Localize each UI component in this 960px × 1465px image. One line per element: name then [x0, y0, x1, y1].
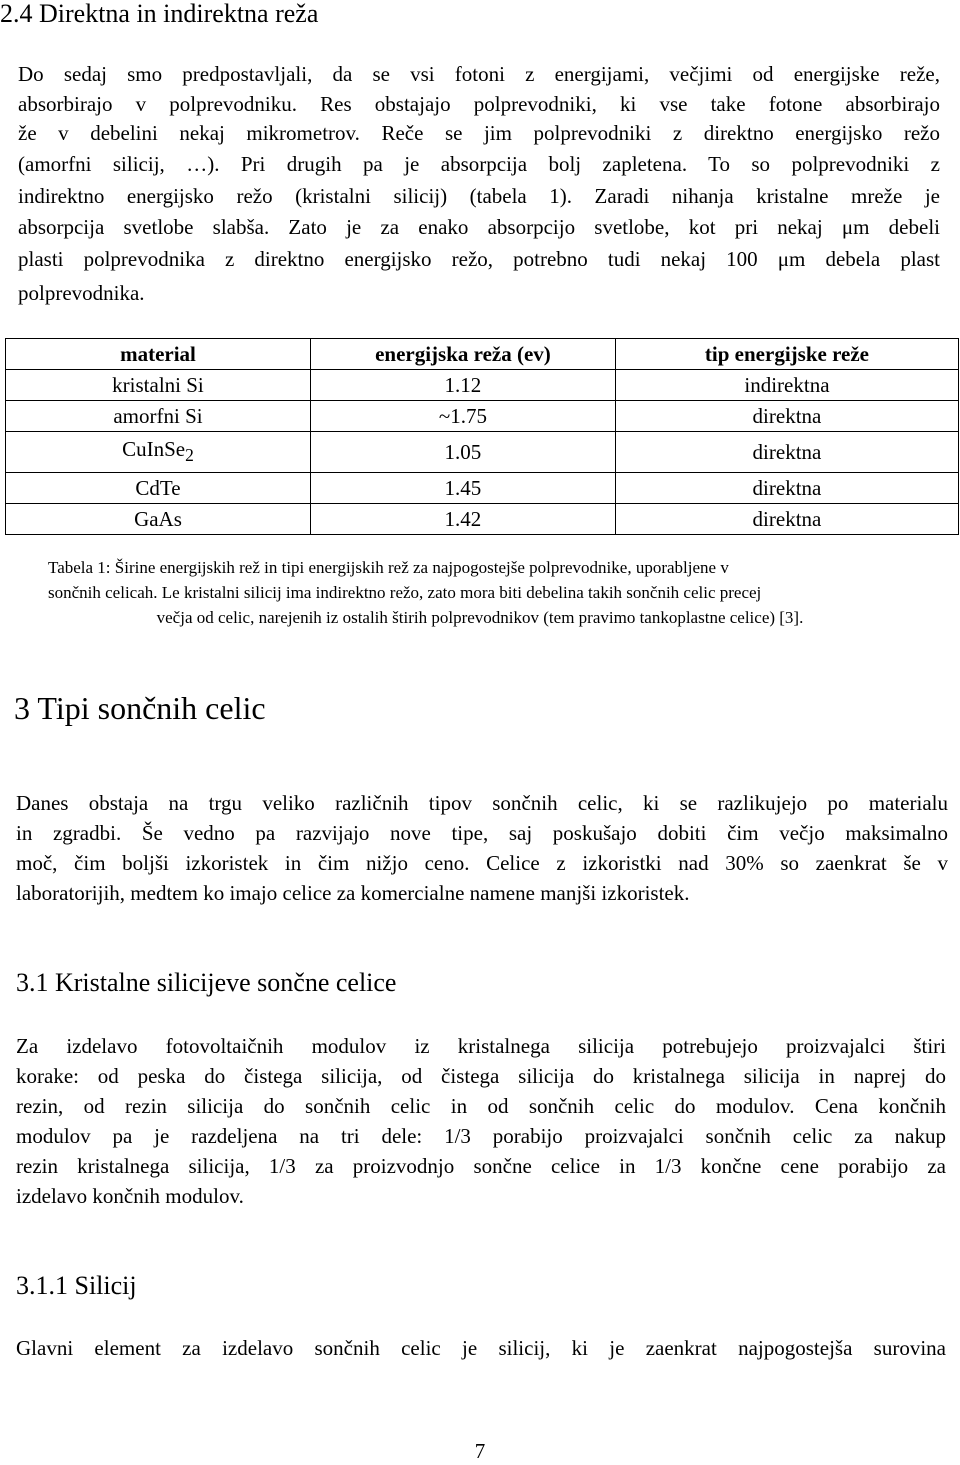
table-row [6, 401, 959, 432]
paragraph-line: Do sedaj smo predpostavljali, da se vsi fotoni z energijami, večjimi od energijske reže, [18, 62, 940, 86]
material-name: CuInSe [122, 436, 186, 461]
paragraph-line: (amorfni silicij, …). Pri drugih pa je absorpcija bolj zapletena. To so polprevodniki z [18, 152, 940, 176]
paragraph-line: Glavni element za izdelavo sončnih celic je silicij, ki je zaenkrat najpogostejša surovina [16, 1336, 946, 1360]
table-row [6, 473, 959, 504]
paragraph-line: polprevodnika. [18, 281, 145, 305]
column-header-energy-gap: energijska reža (ev) [310, 339, 615, 370]
page-number: 7 [474, 1439, 486, 1463]
paragraph-line: Za izdelavo fotovoltaičnih modulov iz kristalnega silicija potrebujejo proizvajalci štiri [16, 1034, 946, 1058]
energy-gap-table [5, 338, 959, 535]
paragraph-line: korake: od peska do čistega silicija, od čistega silicija do kristalnega silicija in naprej do [16, 1064, 946, 1088]
cell-gap-type: direktna [615, 504, 958, 535]
cell-gap-type: direktna [615, 473, 958, 504]
cell-energy-gap: ~1.75 [310, 401, 615, 432]
cell-material: amorfni Si [6, 401, 311, 432]
section-heading-3: 3 Tipi sončnih celic [14, 690, 266, 726]
column-header-material: material [6, 339, 311, 370]
cell-energy-gap: 1.45 [310, 473, 615, 504]
paragraph-line: izdelavo končnih modulov. [16, 1184, 244, 1208]
table-row [6, 504, 959, 535]
caption-line: sončnih celicah. Le kristalni silicij ima indirektno režo, zato mora biti debelina takih sončnih celic precej [48, 583, 762, 602]
material-subscript: 2 [185, 445, 194, 466]
caption-line: večja od celic, narejenih iz ostalih štirih polprevodnikov (tem pravimo tankoplastne celice) [3]. [156, 608, 804, 627]
paragraph-line: moč, čim boljši izkoristek in čim nižjo ceno. Celice z izkoristki nad 30% so zaenkrat še v [16, 851, 948, 875]
cell-energy-gap: 1.12 [310, 370, 615, 401]
caption-line: Tabela 1: Širine energijskih rež in tipi energijskih rež za najpogostejše polprevodnike, uporabljene v [48, 558, 729, 577]
cell-material: kristalni Si [6, 370, 311, 401]
cell-gap-type: direktna [615, 432, 958, 473]
paragraph-line: Danes obstaja na trgu veliko različnih tipov sončnih celic, ki se razlikujejo po materialu [16, 791, 948, 815]
cell-material: GaAs [6, 504, 311, 535]
paragraph-line: že v debelini nekaj mikrometrov. Reče se jim polprevodniki z direktno energijsko režo [18, 121, 940, 145]
paragraph-line: laboratorijih, medtem ko imajo celice za komercialne namene manjši izkoristek. [16, 881, 690, 905]
cell-material [6, 432, 311, 473]
table-row [6, 432, 959, 473]
paragraph-line: rezin kristalnega silicija, 1/3 za proizvodnjo sončne celice in 1/3 končne cene porabijo za [16, 1154, 946, 1178]
table-row [6, 370, 959, 401]
paragraph-line: in zgradbi. Še vedno pa razvijajo nove tipe, saj poskušajo dobiti čim večjo maksimalno [16, 821, 948, 845]
paragraph-line: absorbirajo v polprevodniku. Res obstajajo polprevodniki, ki vse take fotone absorbirajo [18, 92, 940, 116]
paragraph-line: rezin, od rezin silicija do sončnih celic in od sončnih celic do modulov. Cena končnih [16, 1094, 946, 1118]
column-header-gap-type: tip energijske reže [615, 339, 958, 370]
paragraph-line: indirektno energijsko režo (kristalni silicij) (tabela 1). Zaradi nihanja kristalne mreže je [18, 184, 940, 208]
cell-gap-type: indirektna [615, 370, 958, 401]
cell-energy-gap: 1.05 [310, 432, 615, 473]
paragraph-line: plasti polprevodnika z direktno energijsko režo, potrebno tudi nekaj 100 μm debela plast [18, 247, 940, 271]
table-header-row [6, 339, 959, 370]
cell-gap-type: direktna [615, 401, 958, 432]
section-heading-2-4: 2.4 Direktna in indirektna reža [0, 0, 319, 28]
cell-material: CdTe [6, 473, 311, 504]
paragraph-line: modulov pa je razdeljena na tri dele: 1/3 porabijo proizvajalci sončnih celic za nakup [16, 1124, 946, 1148]
cell-energy-gap: 1.42 [310, 504, 615, 535]
section-heading-3-1-1: 3.1.1 Silicij [16, 1271, 137, 1300]
paragraph-line: absorpcija svetlobe slabša. Zato je za enako absorpcijo svetlobe, kot pri nekaj μm debeli [18, 215, 940, 239]
section-heading-3-1: 3.1 Kristalne silicijeve sončne celice [16, 968, 397, 997]
